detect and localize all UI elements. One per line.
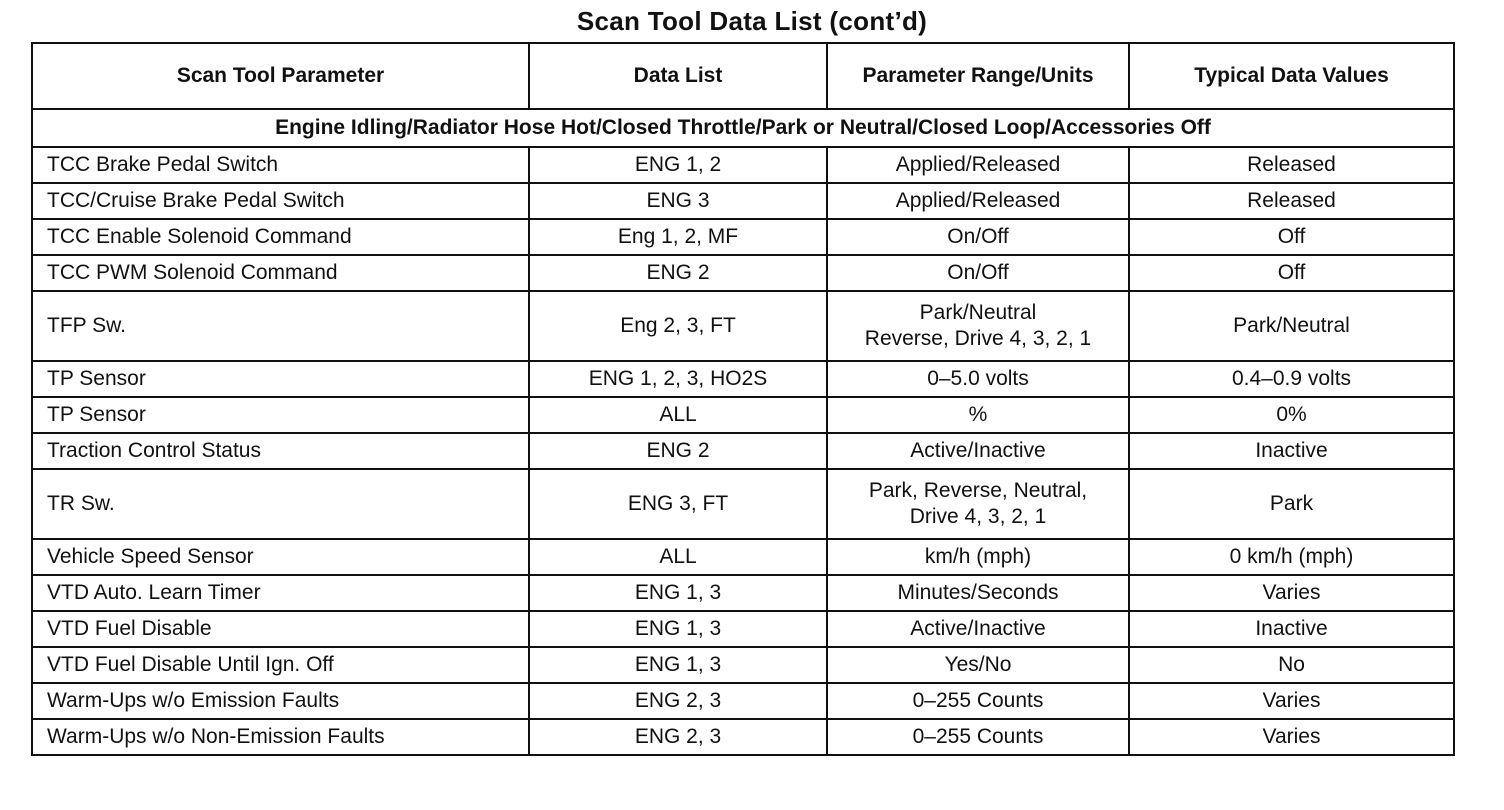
table-row <box>32 433 1454 469</box>
cell-typical-value: Released <box>1129 147 1454 183</box>
cell-parameter: Vehicle Speed Sensor <box>32 539 529 575</box>
table-row <box>32 575 1454 611</box>
cell-data-list: ENG 1, 3 <box>529 647 827 683</box>
range-line: Park/Neutral <box>919 301 1037 324</box>
cell-typical-value: No <box>1129 647 1454 683</box>
cell-data-list: Eng 2, 3, FT <box>529 291 827 361</box>
table-row <box>32 469 1454 539</box>
range-line: Applied/Released <box>895 189 1061 212</box>
cell-typical-value: Inactive <box>1129 433 1454 469</box>
range-line: 0–255 Counts <box>912 689 1044 712</box>
cell-data-list: ENG 3, FT <box>529 469 827 539</box>
table-row <box>32 397 1454 433</box>
cell-typical-value: Released <box>1129 183 1454 219</box>
cell-range-units <box>827 575 1129 611</box>
cell-parameter: TR Sw. <box>32 469 529 539</box>
cell-typical-value: Off <box>1129 255 1454 291</box>
cell-data-list: ENG 2 <box>529 255 827 291</box>
header-range-units: Parameter Range/Units <box>827 43 1129 109</box>
cell-parameter: TFP Sw. <box>32 291 529 361</box>
cell-parameter: TP Sensor <box>32 361 529 397</box>
cell-range-units <box>827 433 1129 469</box>
section-label: Engine Idling/Radiator Hose Hot/Closed Throttle/Park or Neutral/Closed Loop/Accessories Off <box>32 109 1454 147</box>
range-line: Park, Reverse, Neutral, <box>868 479 1088 502</box>
header-data-list: Data List <box>529 43 827 109</box>
cell-parameter: TCC PWM Solenoid Command <box>32 255 529 291</box>
cell-typical-value: 0.4–0.9 volts <box>1129 361 1454 397</box>
cell-parameter: TCC Enable Solenoid Command <box>32 219 529 255</box>
header-typical-values: Typical Data Values <box>1129 43 1454 109</box>
range-line: On/Off <box>947 225 1009 248</box>
range-line: km/h (mph) <box>924 545 1032 568</box>
table-row <box>32 361 1454 397</box>
cell-data-list: ENG 1, 3 <box>529 575 827 611</box>
range-line: Yes/No <box>944 653 1012 676</box>
section-row <box>32 109 1454 147</box>
cell-parameter: TCC/Cruise Brake Pedal Switch <box>32 183 529 219</box>
cell-data-list: ENG 2, 3 <box>529 683 827 719</box>
cell-range-units <box>827 469 1129 539</box>
page-title: Scan Tool Data List (cont’d) <box>576 6 928 36</box>
table-row <box>32 611 1454 647</box>
range-line: Applied/Released <box>895 153 1061 176</box>
range-line: On/Off <box>947 261 1009 284</box>
cell-parameter: VTD Auto. Learn Timer <box>32 575 529 611</box>
cell-typical-value: 0 km/h (mph) <box>1129 539 1454 575</box>
range-line: 0–255 Counts <box>912 725 1044 748</box>
table-row <box>32 255 1454 291</box>
cell-parameter: Warm-Ups w/o Non-Emission Faults <box>32 719 529 755</box>
cell-data-list: ENG 1, 2 <box>529 147 827 183</box>
cell-typical-value: 0% <box>1129 397 1454 433</box>
cell-parameter: TCC Brake Pedal Switch <box>32 147 529 183</box>
cell-data-list: ALL <box>529 397 827 433</box>
cell-range-units <box>827 647 1129 683</box>
cell-parameter: Warm-Ups w/o Emission Faults <box>32 683 529 719</box>
header-param: Scan Tool Parameter <box>32 43 529 109</box>
table-row <box>32 147 1454 183</box>
cell-range-units <box>827 397 1129 433</box>
range-line-2: Drive 4, 3, 2, 1 <box>909 505 1047 528</box>
table-row <box>32 183 1454 219</box>
range-line: % <box>968 403 988 426</box>
cell-data-list: ENG 2 <box>529 433 827 469</box>
cell-parameter: VTD Fuel Disable <box>32 611 529 647</box>
cell-range-units <box>827 291 1129 361</box>
range-line: 0–5.0 volts <box>927 367 1029 390</box>
cell-range-units <box>827 683 1129 719</box>
cell-typical-value: Varies <box>1129 575 1454 611</box>
cell-typical-value: Varies <box>1129 683 1454 719</box>
cell-range-units <box>827 611 1129 647</box>
range-line-2: Reverse, Drive 4, 3, 2, 1 <box>864 327 1092 350</box>
cell-range-units <box>827 539 1129 575</box>
cell-range-units <box>827 361 1129 397</box>
cell-range-units <box>827 219 1129 255</box>
cell-range-units <box>827 255 1129 291</box>
range-line: Minutes/Seconds <box>897 581 1059 604</box>
cell-data-list: ALL <box>529 539 827 575</box>
cell-data-list: ENG 3 <box>529 183 827 219</box>
cell-typical-value: Off <box>1129 219 1454 255</box>
range-line: Active/Inactive <box>910 439 1046 462</box>
range-line: Active/Inactive <box>910 617 1046 640</box>
cell-typical-value: Park/Neutral <box>1129 291 1454 361</box>
table-body <box>32 109 1454 755</box>
cell-parameter: TP Sensor <box>32 397 529 433</box>
cell-parameter: Traction Control Status <box>32 433 529 469</box>
cell-typical-value: Varies <box>1129 719 1454 755</box>
cell-range-units <box>827 147 1129 183</box>
table-row <box>32 719 1454 755</box>
table-row <box>32 219 1454 255</box>
cell-data-list: ENG 1, 3 <box>529 611 827 647</box>
table-row <box>32 539 1454 575</box>
cell-range-units <box>827 183 1129 219</box>
table-row <box>32 647 1454 683</box>
cell-typical-value: Park <box>1129 469 1454 539</box>
cell-typical-value: Inactive <box>1129 611 1454 647</box>
cell-parameter: VTD Fuel Disable Until Ign. Off <box>32 647 529 683</box>
table-row <box>32 291 1454 361</box>
table-row <box>32 683 1454 719</box>
cell-data-list: ENG 2, 3 <box>529 719 827 755</box>
cell-range-units <box>827 719 1129 755</box>
header-row <box>32 43 1454 109</box>
scan-tool-data-table <box>31 42 1455 756</box>
cell-data-list: Eng 1, 2, MF <box>529 219 827 255</box>
cell-data-list: ENG 1, 2, 3, HO2S <box>529 361 827 397</box>
